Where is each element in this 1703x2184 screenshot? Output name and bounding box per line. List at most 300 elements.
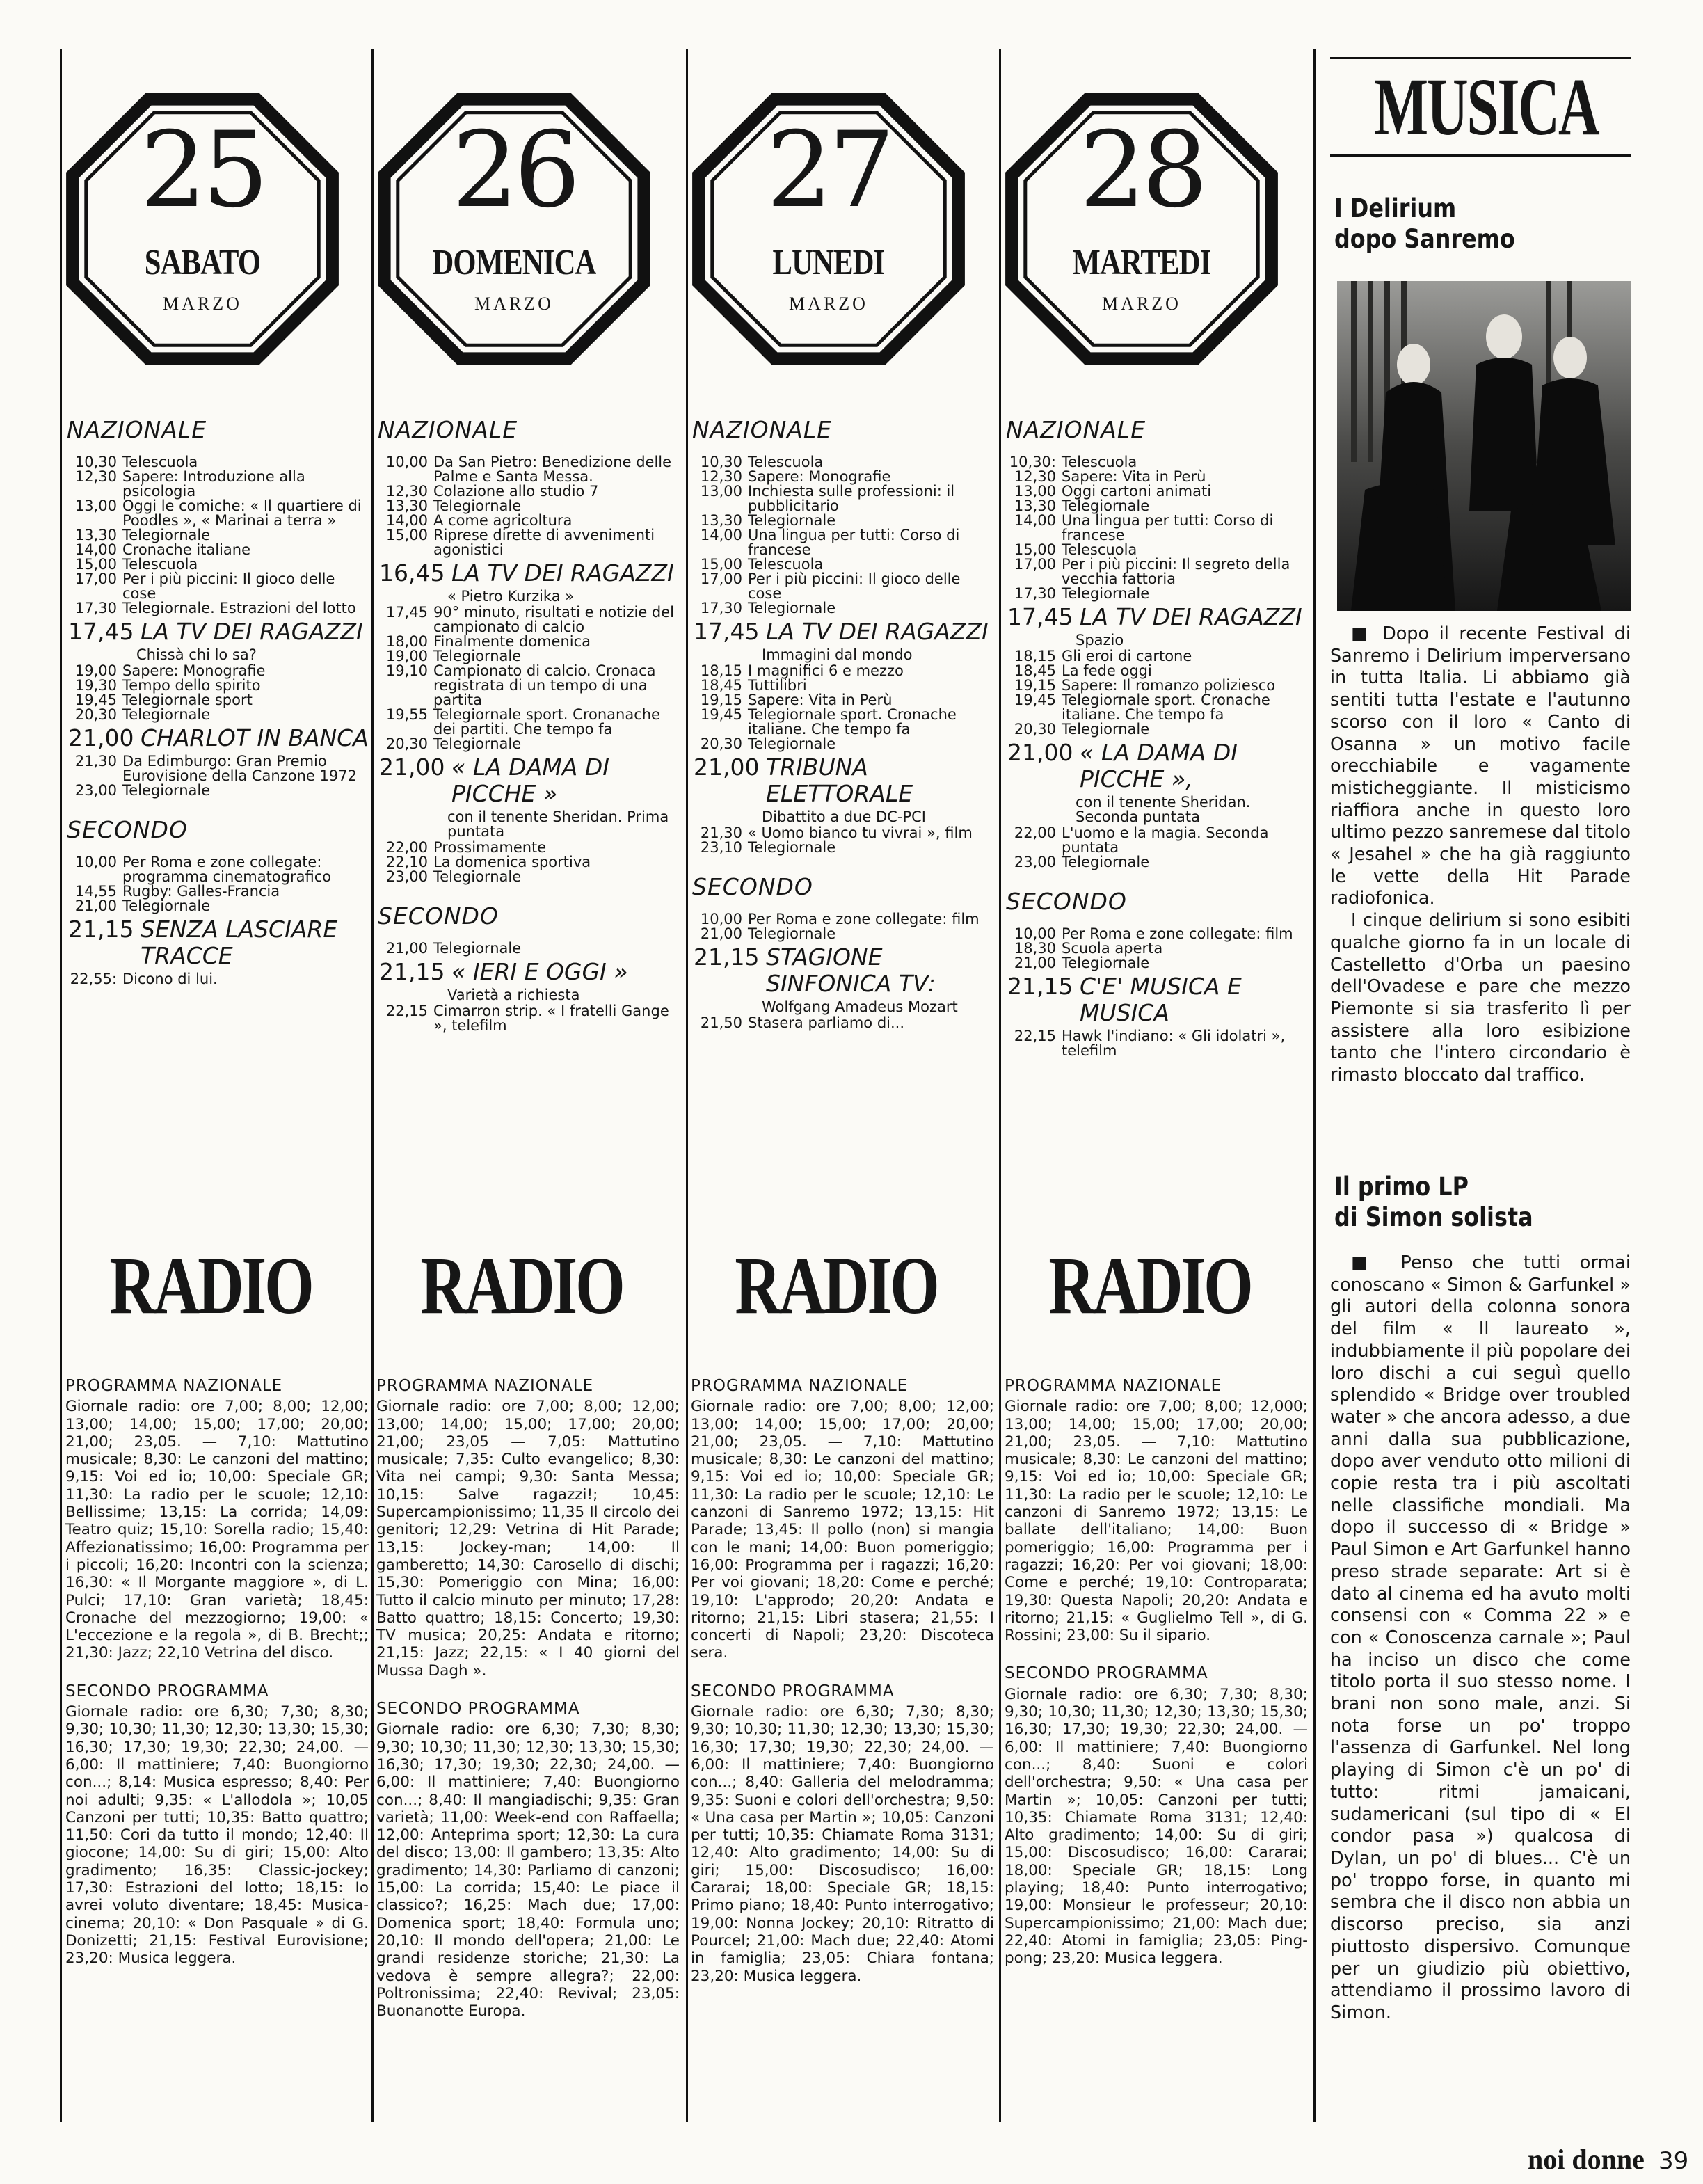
program-title: Da San Pietro: Benedizione delle Palme e Santa Messa.: [433, 454, 672, 485]
program-entry: [67, 916, 373, 969]
program-entry: [67, 678, 373, 693]
program-time: 19,10: [385, 662, 428, 679]
program-time: 12,30: [700, 468, 742, 485]
program-time: 17,45: [1007, 603, 1073, 630]
radio-program-text: Giornale radio: ore 6,30; 7,30; 8,30; 9,30; 10,30; 11,30; 12,30; 13,30; 15,30; 16,30; 17,30; 19,30; 22,30; 24,00. — 6,00: Il mattiniere; 7,40: Buongiorno con...; 8,40: Il mangiadischi; 9,35: Gran varietà; 11,00: Week-end con Raffaella; 12,00: Anteprima sport; 12,30: La cura del disco; 13,00: Il gambero; 13,35: Alto gradimento; 14,30: Parliamo di canzoni; 15,00: La corrida; 15,40: Le piace il classico?; 16,25: Mach due; 17,00: Domenica sport; 18,40: Formula uno; 20,10: Il mondo dell'opera; 21,00: Le grandi residenze storiche; 21,30: La vedova è sempre allegra?; 22,00: Poltronissima; 22,40: Revival; 23,05: Buonanotte Europa.: [376, 1721, 680, 2020]
program-time: 22,00: [1014, 824, 1056, 841]
program-time: 23,00: [385, 868, 428, 885]
program-title: I magnifici 6 e mezzo: [748, 662, 904, 679]
program-entry: [67, 557, 373, 572]
program-entry: [1006, 604, 1312, 630]
program-title: TRIBUNA ELETTORALE: [766, 754, 913, 807]
program-entry: [67, 572, 373, 601]
program-title: Dicono di lui.: [122, 971, 218, 987]
program-title: Sapere: Monografie: [748, 468, 891, 485]
program-title: Telegiornale: [748, 925, 836, 942]
program-time: 16,45: [379, 559, 445, 587]
program-entry: [378, 513, 684, 528]
program-entry: [378, 840, 684, 855]
program-time: 13,30: [74, 527, 117, 543]
radio-program-heading: SECONDO PROGRAMMA: [65, 1682, 269, 1700]
program-entry: [378, 649, 684, 664]
date-badge: [690, 90, 967, 367]
program-title: Per Roma e zone collegate: film: [748, 911, 980, 927]
program-time: 15,00: [385, 527, 428, 543]
program-title: Prossimamente: [433, 839, 547, 856]
radio-heading: RADIO: [420, 1240, 623, 1331]
program-entry: [67, 455, 373, 470]
program-time: 19,15: [700, 692, 742, 708]
program-title: La fede oggi: [1062, 662, 1152, 679]
radio-program-heading: SECONDO PROGRAMMA: [1005, 1664, 1208, 1683]
program-title: La domenica sportiva: [433, 854, 591, 870]
program-time: 21,00: [74, 898, 117, 914]
program-title: Telegiornale: [748, 735, 836, 752]
program-time: 21,00: [1007, 739, 1073, 766]
program-title: Telegiornale: [122, 898, 211, 914]
program-entry: [692, 455, 998, 470]
program-entry: [692, 528, 998, 557]
program-title: LA TV DEI RAGAZZI: [1080, 603, 1302, 630]
program-entry: [692, 572, 998, 601]
radio-program-text: Giornale radio: ore 7,00; 8,00; 12,00; 13,00; 14,00; 15,00; 17,00; 20,00; 21,00; 23,05. — 7,10: Mattutino musicale; 8,30: Le canzoni del mattino; 9,15: Voi ed io; 10,00: Speciale GR; 11,30: La radio per le scuole; 12,10: Bellissime; 13,15: La corrida; 14,09: Teatro quiz; 15,10: Sorella radio; 15,40: Affezionatissimo; 16,00: Programma per i piccoli; 16,20: Incontri con la scienza; 16,30: « Il Morgante maggiore », di L. Pulci; 17,10: Gran varietà; 18,45: Cronache del mezzogiorno; 19,00: « L'eccezione e la regola », di B. Brecht;; 21,30: Jazz; 22,10 Vetrina del disco.: [65, 1398, 369, 1662]
program-entry: [1006, 455, 1312, 470]
program-title: « LA DAMA DI PICCHE »,: [1080, 739, 1238, 792]
program-title: L'uomo e la magia. Seconda puntata: [1062, 824, 1269, 856]
program-time: 13,30: [385, 497, 428, 514]
program-time: 19,45: [700, 706, 742, 723]
month: MARZO: [474, 294, 554, 314]
program-title: Hawk l'indiano: « Gli idolatri », telefilm: [1062, 1028, 1286, 1059]
program-title: Telegiornale: [1062, 497, 1150, 514]
program-time: 22,15: [385, 1003, 428, 1019]
program-time: 17,30: [74, 600, 117, 616]
program-title: Telegiornale: [1062, 955, 1150, 971]
program-entry: [378, 605, 684, 635]
program-entry: [692, 557, 998, 572]
program-title: Una lingua per tutti: Corso di francese: [1062, 512, 1274, 543]
program-time: 13,00: [1014, 483, 1056, 500]
program-entry: [692, 944, 998, 997]
column-rule: [60, 49, 62, 2122]
program-time: 21,00: [385, 940, 428, 957]
program-entry: [67, 754, 373, 783]
program-entry: [67, 528, 373, 543]
program-subtitle: Spazio: [1076, 632, 1124, 648]
program-title: Gli eroi di cartone: [1062, 648, 1192, 664]
program-subtitle: Chissà chi lo sa?: [136, 646, 257, 663]
radio-program-heading: PROGRAMMA NAZIONALE: [376, 1377, 594, 1395]
date-badge: [1003, 90, 1280, 367]
program-entry: [378, 959, 684, 985]
tv-listing: [692, 409, 998, 1030]
radio-program-heading: PROGRAMMA NAZIONALE: [1005, 1377, 1222, 1395]
program-time: 19,45: [74, 692, 117, 708]
program-entry: [1006, 499, 1312, 513]
program-entry: [1006, 956, 1312, 971]
program-title: Sapere: Il romanzo poliziesco: [1062, 677, 1276, 694]
program-title: Telegiornale: [748, 839, 836, 856]
footer: [1528, 2143, 1688, 2176]
program-title: Telegiornale. Estrazioni del lotto: [122, 600, 356, 616]
musica-masthead: MUSICA: [1374, 61, 1599, 152]
program-entry: [67, 664, 373, 678]
column-rule: [1313, 49, 1316, 2122]
program-time: 13,00: [74, 497, 117, 514]
program-time: 17,00: [74, 571, 117, 587]
program-time: 19,30: [74, 677, 117, 694]
program-title: Scuola aperta: [1062, 940, 1163, 957]
radio-program-text: Giornale radio: ore 6,30; 7,30; 8,30; 9,30; 10,30; 11,30; 12,30; 13,30; 15,30; 16,30; 17,30; 19,30; 22,30; 24,00. — 6,00: Il mattiniere; 7,40: Buongiorno con...; 8,40: Suoni e colori dell'orchestra; 9,50: « Una casa per Martin »; 10,05: Canzoni per tutti; 10,35: Chiamate Roma 3131; 12,40: Alto gradimento; 14,00: Su di giri; 15,00: Discosudisco; 16,00: Cararai; 18,00: Speciale GR; 18,15: Long playing; 18,40: Punto interrogativo; 19,00: Monsieur le professeur; 20,10: Supercampionissimo; 21,00: Mach due; 22,40: Atomi in famiglia; 23,05: Ping-pong; 23,20: Musica leggera.: [1005, 1685, 1308, 1968]
program-time: 21,15: [1007, 973, 1073, 1000]
program-entry: [692, 708, 998, 737]
program-entry: [1006, 587, 1312, 601]
section-heading: NAZIONALE: [1006, 416, 1146, 443]
program-entry: [67, 708, 373, 722]
radio-listing: [1005, 1372, 1308, 1988]
program-entry: [1006, 826, 1312, 855]
program-title: Rugby: Galles-Francia: [122, 883, 280, 900]
program-entry: [1006, 740, 1312, 792]
program-title: Telegiornale sport: [122, 692, 253, 708]
program-title: A come agricoltura: [433, 512, 573, 529]
masthead-rule: [1330, 154, 1631, 157]
program-time: 17,00: [1014, 556, 1056, 573]
program-time: 19,00: [385, 648, 428, 664]
program-title: Stasera parliamo di...: [748, 1014, 905, 1031]
program-subtitle: Varietà a richiesta: [447, 987, 580, 1003]
program-title: Telescuola: [748, 556, 824, 573]
program-time: 14,55: [74, 883, 117, 900]
magazine-name: noi donne: [1528, 2144, 1645, 2175]
program-time: 21,00: [700, 925, 742, 942]
program-time: 21,50: [700, 1014, 742, 1031]
program-entry: [692, 737, 998, 751]
masthead-rule: [1330, 57, 1631, 59]
program-time: 20,30: [74, 706, 117, 723]
column-rule: [686, 49, 688, 2122]
program-title: Da Edimburgo: Gran Premio Eurovisione della Canzone 1972: [122, 753, 357, 784]
date-badge: [376, 90, 653, 367]
program-time: 18,00: [385, 633, 428, 650]
program-entry: [1006, 693, 1312, 722]
program-entry: [1006, 927, 1312, 941]
day-number: 28: [1079, 110, 1204, 231]
radio-program-text: Giornale radio: ore 6,30; 7,30; 8,30; 9,30; 10,30; 11,30; 12,30; 13,30; 15,30; 16,30; 17,30; 19,30; 22,30; 24,00. — 6,00: Il mattiniere; 7,40: Buongiorno con...; 8,14: Musica espresso; 8,40: Per noi adulti; 9,35: « L'allodola »; 10,05 Canzoni per tutti; 10,35: Batto quattro; 11,50: Cori da tutto il mondo; 12,40: Il giocone; 14,00: Su di giri; 15,00: Alto gradimento; 16,35: Classic-jockey; 17,30: Estrazioni del lotto; 18,15: Io avrei voluto diventare; 18,45: Musica-cinema; 20,10: « Don Pasquale » di G. Donizetti; 21,15: Festival Eurovisione; 23,20: Musica leggera.: [65, 1703, 369, 1968]
program-title: Telegiornale: [1062, 721, 1150, 738]
program-entry: [1006, 649, 1312, 664]
program-subtitle: con il tenente Sheridan. Seconda puntata: [1076, 794, 1251, 825]
program-title: Per i più piccini: Il gioco delle cose: [122, 571, 335, 602]
program-time: 14,00: [385, 512, 428, 529]
program-time: 12,30: [1014, 468, 1056, 485]
radio-program-text: Giornale radio: ore 7,00; 8,00; 12,00; 13,00; 14,00; 15,00; 17,00; 20,00; 21,00; 23,05. — 7,10: Mattutino musicale; 8,30: Le canzoni del mattino; 9,15: Voi ed io; 10,00: Speciale GR; 11,30: La radio per le scuole; 12,10: Le canzoni di Sanremo 1972; 13,15: Hit Parade; 13,45: Il pollo (non) si mangia con le mani; 14,00: Buon pomeriggio; 16,00: Programma per i ragazzi; 16,20: Per voi giovani; 18,20: Come e perché; 19,10: L'approdo; 20,20: Andata e ritorno; 21,15: Libri stasera; 21,55: I concerti di Napoli; 23,20: Discoteca sera.: [691, 1398, 994, 1662]
program-time: 17,45: [694, 618, 760, 645]
date-badge: [64, 90, 341, 367]
program-time: 18,30: [1014, 940, 1056, 957]
program-entry: [378, 499, 684, 513]
program-entry: [378, 635, 684, 649]
weekday: DOMENICA: [432, 243, 596, 282]
program-time: 21,00: [68, 724, 134, 751]
program-entry: [378, 941, 684, 956]
program-time: 15,00: [700, 556, 742, 573]
program-title: Sapere: Vita in Perù: [748, 692, 893, 708]
article-title: Il primo LP di Simon solista: [1334, 1172, 1533, 1232]
program-time: 17,30: [1014, 585, 1056, 602]
program-entry: [692, 840, 998, 855]
column-rule: [999, 49, 1001, 2122]
program-title: Telegiornale: [748, 512, 836, 529]
band-photo: [1337, 281, 1631, 611]
program-entry: [1006, 973, 1312, 1026]
section-heading: NAZIONALE: [378, 416, 518, 443]
program-entry: [378, 664, 684, 708]
program-title: Telescuola: [1062, 454, 1137, 470]
program-entry: [67, 499, 373, 528]
program-time: 21,00: [1014, 955, 1056, 971]
program-time: 20,30: [385, 735, 428, 752]
program-time: 23,00: [74, 782, 117, 799]
program-entry: [378, 708, 684, 737]
radio-heading: RADIO: [735, 1240, 938, 1331]
program-entry: [67, 783, 373, 798]
program-entry: [378, 455, 684, 484]
program-title: LA TV DEI RAGAZZI: [451, 559, 674, 587]
program-title: Oggi le comiche: « Il quartiere di Poodles », « Marinai a terra »: [122, 497, 362, 529]
month: MARZO: [1102, 294, 1181, 314]
program-title: Telegiornale sport. Cronanache dei partiti. Che tempo fa: [433, 706, 660, 738]
article-body: ■ Dopo il recente Festival di Sanremo i Delirium imperversano in tutta Italia. Li abbiamo già sentiti tutta l'estate e l'autunno scorso con il loro « Canto di Osanna » un motivo facile orecchiabile e vagamente misticheggiante. Il misticismo riaffiora anche in questo loro ultimo pezzo sanremese dal titolo « Jesahel » che ha già raggiunto le vette della Hit Parade radiofonica. I cinque delirium si sono esibiti qualche giorno fa in un locale di Castelletto d'Orba un paesino dell'Ovadese e pare che mezzo Piemonte si sia trasferito lì per assistere alla loro esibizione tanto che l'intero circondario è rimasto bloccato dal traffico.: [1330, 623, 1631, 1086]
program-time: 17,45: [68, 618, 134, 645]
program-entry: [67, 693, 373, 708]
program-time: 14,00: [700, 527, 742, 543]
radio-heading: RADIO: [109, 1240, 312, 1331]
article-body: ■ Penso che tutti ormai conoscano « Simon & Garfunkel » gli autori della colonna sonora del film « Il laureato », indubbiamente il più popolare dei loro dischi a cui seguì quello splendido « Bridge over troubled water » che ancora adesso, a due anni dalla sua pubblicazione, dopo aver venduto otto milioni di copie resta tra i più ascoltati nelle classifiche mondiali. Ma dopo il successo di « Bridge » Paul Simon e Art Garfunkel hanno preso strade separate: Art si è dato al cinema ed ha avuto molti consensi con « Comma 22 » e con « Conoscenza carnale »; Paul ha inciso un disco che come titolo porta il suo stesso nome. I brani non sono male, anzi. Si nota forse un po' troppo l'assenza di Garfunkel. Nel long playing di Simon c'è un po' di tutto: ritmi jamaicani, sudamericani (sul tipo di « El condor pasa ») qualcosa di Dylan, un po' di blues... C'è un po' troppo forse, in quanto mi sembra che il disco non abbia un discorso preciso, sia anzi piuttosto dispersivo. Comunque per un giudizio più obiettivo, attendiamo il prossimo lavoro di Simon.: [1330, 1252, 1631, 2023]
program-entry: [67, 619, 373, 645]
program-title: Sapere: Introduzione alla psicologia: [122, 468, 305, 500]
day-number: 27: [766, 110, 891, 231]
radio-heading: RADIO: [1048, 1240, 1252, 1331]
program-time: 21,00: [694, 754, 760, 781]
program-entry: [67, 725, 373, 751]
program-title: Telegiornale: [433, 735, 522, 752]
program-time: 17,00: [700, 571, 742, 587]
program-subtitle: con il tenente Sheridan. Prima puntata: [447, 808, 669, 840]
program-entry: [692, 664, 998, 678]
program-title: Telegiornale: [1062, 585, 1150, 602]
program-entry: [692, 912, 998, 927]
program-time: 12,30: [385, 483, 428, 500]
tv-listing: [378, 409, 684, 1033]
program-entry: [692, 1016, 998, 1030]
program-entry: [378, 1004, 684, 1033]
program-title: Telegiornale: [433, 648, 522, 664]
program-time: 10,00: [74, 854, 117, 870]
program-entry: [1006, 722, 1312, 737]
radio-program-heading: PROGRAMMA NAZIONALE: [65, 1377, 283, 1395]
program-time: 20,30: [1014, 721, 1056, 738]
program-title: Telegiornale: [433, 940, 522, 957]
weekday: SABATO: [144, 243, 261, 282]
program-subtitle: Immagini dal mondo: [762, 646, 913, 663]
program-entry: [378, 484, 684, 499]
program-entry: [692, 826, 998, 840]
program-entry: [378, 754, 684, 807]
program-title: Telegiornale: [433, 497, 522, 514]
program-time: 18,45: [1014, 662, 1056, 679]
program-time: 10,30: [74, 454, 117, 470]
program-time: 23,00: [1014, 854, 1056, 870]
program-title: Colazione allo studio 7: [433, 483, 599, 500]
program-entry: [1006, 1029, 1312, 1058]
day-number: 26: [451, 110, 577, 231]
program-title: « LA DAMA DI PICCHE »: [451, 754, 609, 807]
program-entry: [1006, 664, 1312, 678]
month: MARZO: [163, 294, 242, 314]
radio-listing: [65, 1372, 369, 1988]
program-time: 19,55: [385, 706, 428, 723]
radio-program-heading: PROGRAMMA NAZIONALE: [691, 1377, 909, 1395]
program-entry: [67, 601, 373, 616]
program-title: Oggi cartoni animati: [1062, 483, 1212, 500]
program-title: Telegiornale: [433, 868, 522, 885]
program-title: Per Roma e zone collegate: film: [1062, 925, 1293, 942]
program-title: Telegiornale: [1062, 854, 1150, 870]
program-entry: [692, 484, 998, 513]
program-title: Telegiornale: [122, 527, 211, 543]
program-subtitle: Wolfgang Amadeus Mozart: [762, 998, 958, 1015]
section-heading: SECONDO: [1006, 888, 1127, 915]
program-entry: [1006, 484, 1312, 499]
program-time: 18,15: [1014, 648, 1056, 664]
program-time: 19,15: [1014, 677, 1056, 694]
program-entry: [378, 855, 684, 870]
program-title: Campionato di calcio. Cronaca registrata di un tempo di una partita: [433, 662, 656, 708]
program-entry: [692, 754, 998, 807]
program-title: Telescuola: [1062, 541, 1137, 558]
tv-listing: [67, 409, 373, 987]
program-entry: [1006, 557, 1312, 587]
program-time: 17,30: [700, 600, 742, 616]
page-number: 39: [1658, 2147, 1689, 2175]
day-number: 25: [140, 110, 265, 231]
program-title: Per i più piccini: Il segreto della vecchia fattoria: [1062, 556, 1290, 587]
program-entry: [1006, 543, 1312, 557]
program-time: 21,15: [694, 943, 760, 971]
program-title: 90° minuto, risultati e notizie del campionato di calcio: [433, 604, 674, 635]
program-entry: [692, 601, 998, 616]
program-entry: [692, 619, 998, 645]
program-time: 19,45: [1014, 692, 1056, 708]
program-entry: [378, 528, 684, 557]
program-time: 22,55:: [70, 971, 117, 987]
section-heading: NAZIONALE: [67, 416, 207, 443]
radio-program-text: Giornale radio: ore 6,30; 7,30; 8,30; 9,30; 10,30; 11,30; 12,30; 13,30; 15,30; 16,30; 17,30; 19,30; 22,30; 24,00. — 6,00: Il mattiniere; 7,40: Buongiorno con...; 8,40: Galleria del melodramma; 9,35: Suoni e colori dell'orchestra; 9,50: « Una casa per Martin »; 10,05: Canzoni per tutti; 10,35: Chiamate Roma 3131; 12,40: Alto gradimento; 14,00: Su di giri; 15,00: Discosudisco; 16,00: Cararai; 18,00: Speciale GR; 18,15: Primo piano; 18,40: Punto interrogativo; 19,00: Nonna Jockey; 20,10: Ritratto di Pourcel; 21,00: Mach due; 22,40: Atomi in famiglia; 23,05: Chiara fontana; 23,20: Musica leggera.: [691, 1703, 994, 1985]
program-time: 10,00: [1014, 925, 1056, 942]
program-title: Telegiornale sport. Cronache italiane. Che tempo fa: [1062, 692, 1270, 723]
program-time: 15,00: [1014, 541, 1056, 558]
program-entry: [1006, 941, 1312, 956]
program-title: Finalmente domenica: [433, 633, 591, 650]
program-entry: [1006, 678, 1312, 693]
program-entry: [67, 855, 373, 884]
weekday: LUNEDI: [772, 243, 885, 282]
program-title: C'E' MUSICA E MUSICA: [1080, 973, 1242, 1026]
column-rule: [371, 49, 374, 2122]
program-entry: [1006, 513, 1312, 543]
program-entry: [692, 678, 998, 693]
program-time: 21,00: [379, 754, 445, 781]
program-title: Una lingua per tutti: Corso di francese: [748, 527, 960, 558]
program-title: Telegiornale: [122, 706, 211, 723]
program-time: 21,30: [700, 824, 742, 841]
program-time: 13,30: [700, 512, 742, 529]
program-title: « IERI E OGGI »: [451, 958, 628, 985]
program-title: Cimarron strip. « I fratelli Gange », telefilm: [433, 1003, 669, 1034]
program-entry: [67, 972, 373, 987]
program-title: STAGIONE SINFONICA TV:: [766, 943, 936, 997]
program-time: 10,30: [700, 454, 742, 470]
program-time: 18,45: [700, 677, 742, 694]
radio-program-text: Giornale radio: ore 7,00; 8,00; 12,00; 13,00; 14,00; 15,00; 17,00; 20,00; 21,00; 23,05 — 7,05: Mattutino musicale; 7,35: Culto evangelico; 8,30: Vita nei campi; 9,30: Santa Messa; 10,15: Salve ragazzi!; 10,45: Supercampionissimo; 11,35 Il circolo dei genitori; 12,29: Vetrina di Hit Parade; 13,15: Jockey-man; 14,00: Il gamberetto; 14,30: Carosello di dischi; 15,30: Pomeriggio con Mina; 16,00: Tutto il calcio minuto per minuto; 17,28: Batto quattro; 18,15: Concerto; 19,30: TV musica; 20,25: Andata e ritorno; 21,15: Jazz; 22,15: « I 40 giorni del Mussa Dagh ».: [376, 1398, 680, 1680]
radio-listing: [376, 1372, 680, 2041]
program-title: Telegiornale: [748, 600, 836, 616]
article-title: I Delirium dopo Sanremo: [1334, 193, 1515, 254]
program-time: 13,30: [1014, 497, 1056, 514]
tv-listing: [1006, 409, 1312, 1058]
program-title: Sapere: Vita in Perù: [1062, 468, 1206, 485]
section-heading: SECONDO: [67, 816, 188, 843]
program-title: Per Roma e zone collegate: programma cinematografico: [122, 854, 332, 885]
program-entry: [378, 560, 684, 587]
program-time: 22,10: [385, 854, 428, 870]
section-heading: SECONDO: [692, 873, 813, 900]
program-time: 10,30:: [1009, 454, 1056, 470]
program-time: 14,00: [1014, 512, 1056, 529]
program-time: 21,15: [68, 916, 134, 943]
program-title: Telescuola: [122, 454, 198, 470]
program-entry: [692, 470, 998, 484]
program-subtitle: « Pietro Kurzika »: [447, 588, 575, 605]
program-title: LA TV DEI RAGAZZI: [141, 618, 363, 645]
radio-program-text: Giornale radio: ore 7,00; 8,00; 12,000; 13,00; 14,00; 15,00; 17,00; 20,00; 21,00; 23,05. — 7,10: Mattutino musicale; 8,30: Le canzoni del mattino; 9,15: Voi ed io; 10,00: Speciale GR; 11,30: La radio per le scuole; 12,10: Le canzoni di Sanremo 1972; 13,15: Le ballate dell'italiano; 14,00: Buon pomeriggio; 16,00: Programma per i ragazzi; 16,20: Per voi giovani; 18,00: Come e perché; 19,10: Controparata; 19,30: Questa Napoli; 20,20: Andata e ritorno; 21,15: « Guglielmo Tell », di G. Rossini; 23,00: Su il sipario.: [1005, 1398, 1308, 1645]
month: MARZO: [789, 294, 868, 314]
program-entry: [67, 470, 373, 499]
program-time: 21,15: [379, 958, 445, 985]
radio-program-heading: SECONDO PROGRAMMA: [691, 1682, 895, 1700]
program-entry: [1006, 855, 1312, 870]
program-entry: [692, 927, 998, 941]
program-entry: [1006, 470, 1312, 484]
program-time: 19,00: [74, 662, 117, 679]
program-entry: [692, 693, 998, 708]
program-time: 13,00: [700, 483, 742, 500]
program-entry: [67, 899, 373, 914]
program-title: « Uomo bianco tu vivrai », film: [748, 824, 973, 841]
program-time: 18,15: [700, 662, 742, 679]
program-title: Tempo dello spirito: [122, 677, 261, 694]
program-title: Telescuola: [122, 556, 198, 573]
program-title: SENZA LASCIARE TRACCE: [141, 916, 338, 969]
program-time: 14,00: [74, 541, 117, 558]
section-heading: NAZIONALE: [692, 416, 833, 443]
program-time: 10,00: [385, 454, 428, 470]
program-entry: [378, 870, 684, 884]
program-time: 17,45: [385, 604, 428, 621]
program-title: Sapere: Monografie: [122, 662, 266, 679]
program-time: 22,00: [385, 839, 428, 856]
